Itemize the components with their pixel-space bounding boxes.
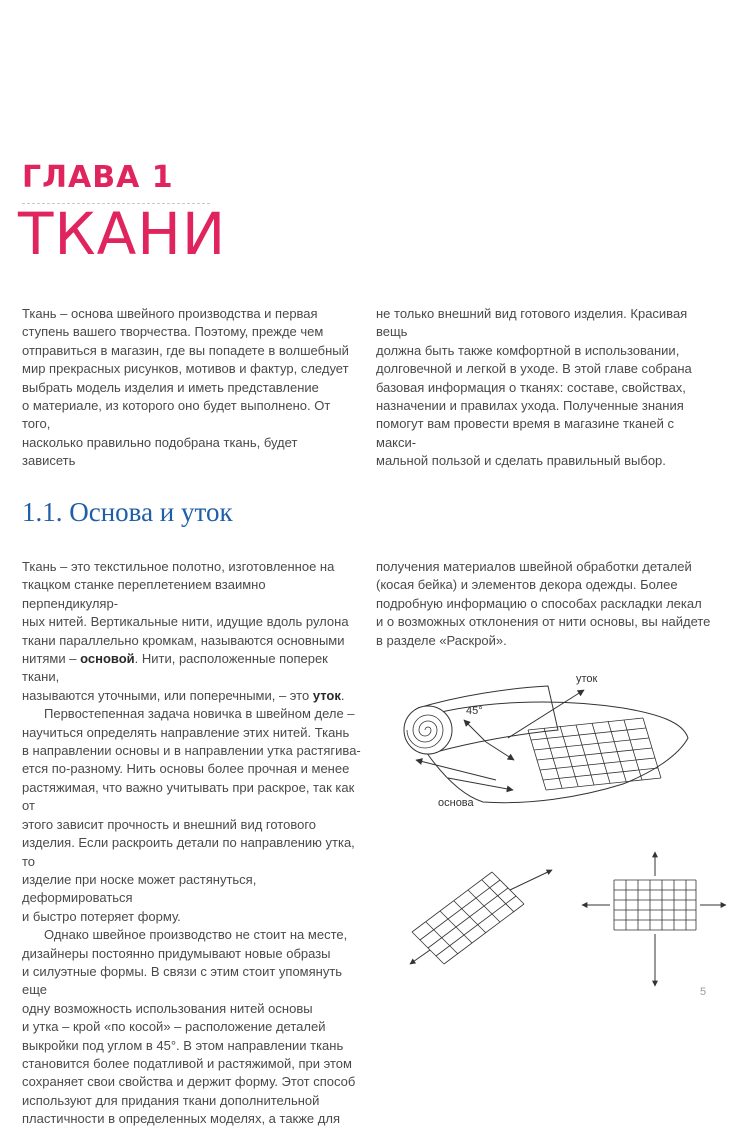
text-line: ных нитей. Вертикальные нити, идущие вдоль рулона (22, 614, 349, 630)
bias-arrow (510, 870, 552, 890)
text-line: в направлении основы и в направлении утка растягива- (22, 743, 361, 759)
text-line: ступень вашего творчества. Поэтому, прежде чем (22, 324, 324, 340)
text-fragment: . Нити, расположенные поперек ткани, (22, 651, 328, 685)
text-line: ткацком станке переплетением взаимно перпендикуляр- (22, 577, 266, 611)
chapter-label: ГЛАВА 1 (22, 160, 174, 195)
text-line: Ткань – это текстильное полотно, изготовленное на (22, 559, 335, 574)
text-line: и быстро потеряет форму. (22, 908, 181, 924)
text-line: дизайнеры постоянно придумывают новые образы (22, 945, 331, 961)
text-fragment: нитями – (22, 651, 81, 667)
text-line: используют для придания ткани дополнительной (22, 1092, 320, 1108)
section-heading: 1.1. Основа и уток (22, 497, 233, 527)
text-line: подробную информацию о способах раскладки лекал (376, 595, 702, 611)
body-left-column (22, 558, 362, 1129)
label-angle: 45° (466, 705, 483, 717)
text-line: одну возможность использования нитей основы (22, 1000, 313, 1016)
text-line: отправиться в магазин, где вы попадете в волшебный (22, 342, 349, 358)
text-line: Однако швейное производство не стоит на месте, (44, 927, 348, 943)
bias-grid-illustration (400, 860, 570, 970)
text-line: Первостепенная задача новичка в швейном деле – (44, 706, 355, 722)
fabric-sheet (418, 702, 688, 803)
text-line: сохраняет свои свойства и держит форму. Этот способ (22, 1074, 356, 1090)
text-line: долговечной и легкой в уходе. В этой главе собрана (376, 361, 692, 377)
text-line: этого зависит прочность и внешний вид готового (22, 816, 317, 832)
bias-arrow (464, 720, 486, 742)
text-line: и утка – крой «по косой» – расположение деталей (22, 1019, 326, 1035)
text-line: научиться определять направление этих нитей. Ткань (22, 724, 350, 740)
label-weft: уток (576, 673, 598, 685)
text-fragment: называются уточными, или поперечными, – это (22, 687, 313, 703)
text-line: выкройки под углом в 45°. В этом направлении ткань (22, 1037, 344, 1053)
chapter-title: ТКАНИ (18, 200, 227, 268)
straight-grid-illustration (580, 850, 730, 990)
text-line: получения материалов швейной обработки деталей (376, 559, 692, 574)
text-line: мир прекрасных рисунков, мотивов и фактур, следует (22, 361, 349, 377)
text-line: и о возможных отклонения от нити основы, вы найдете (376, 614, 711, 630)
text-line (22, 650, 362, 687)
text-line: не только внешний вид готового изделия. Красивая вещь (376, 306, 688, 340)
text-line: о материале, из которого оно будет выполнено. От того, (22, 398, 331, 432)
text-line: насколько правильно подобрана ткань, будет зависеть (22, 434, 298, 469)
text-line: мальной пользой и сделать правильный выбор. (376, 453, 666, 469)
text-line: в разделе «Раскрой». (376, 632, 507, 648)
term-warp: основой (80, 651, 135, 667)
term-weft: уток (312, 687, 341, 703)
text-line: и силуэтные формы. В связи с этим стоит упомянуть еще (22, 963, 343, 998)
text-line: должна быть также комфортной в использовании, (376, 342, 680, 358)
intro-right-column (376, 305, 716, 471)
label-warp: основа (438, 797, 474, 809)
text-line: ткани параллельно кромкам, называются основными (22, 632, 345, 648)
page-number: 5 (700, 986, 707, 998)
text-line: назначении и правилах ухода. Полученные знания (376, 398, 684, 414)
text-line: растяжимая, что важно учитывать при раскрое, так как от (22, 779, 355, 814)
text-fragment: . (340, 687, 345, 703)
text-line: изделия. Если раскроить детали по направлению утка, то (22, 835, 355, 869)
bias-arrow (410, 950, 430, 964)
warp-arrow (416, 760, 496, 780)
bias-arrow (486, 742, 514, 760)
body-right-column (376, 558, 716, 650)
straight-grid (614, 880, 696, 930)
weave-grid (528, 718, 661, 790)
text-line: ется по-разному. Нить основы более прочная и менее (22, 761, 350, 777)
text-line: базовая информация о тканях: составе, свойствах, (376, 379, 686, 395)
text-line (22, 687, 362, 705)
text-line: помогут вам провести время в магазине тканей с макси- (376, 416, 674, 450)
bias-grid (412, 872, 524, 964)
text-line: изделие при носке может растянуться, деформироваться (22, 871, 257, 906)
warp-arrow (448, 778, 513, 790)
text-line: выбрать модель изделия и иметь представление (22, 379, 319, 395)
fabric-roll-illustration (388, 660, 708, 810)
intro-left-column (22, 305, 352, 471)
roll-end (404, 706, 452, 754)
text-line: (косая бейка) и элементов декора одежды. Более (376, 577, 678, 593)
text-line: пластичности в определенных моделях, а также для (22, 1111, 340, 1127)
text-line: Ткань – основа швейного производства и первая (22, 306, 318, 321)
text-line: становится более податливой и растяжимой, при этом (22, 1055, 352, 1071)
